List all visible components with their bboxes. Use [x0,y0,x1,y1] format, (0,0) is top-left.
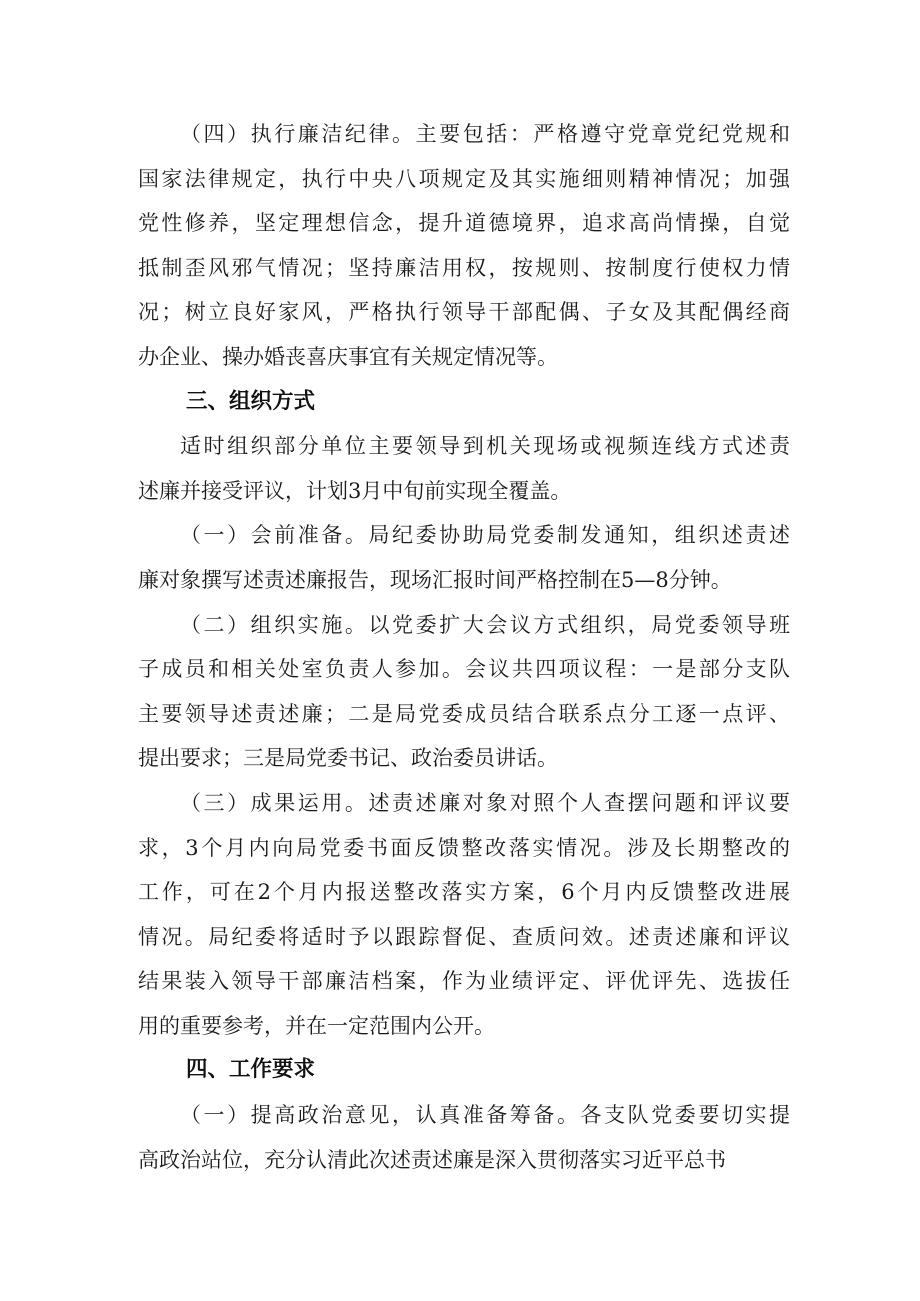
paragraph-line: 用的重要参考，并在一定范围内公开。 [138,1013,495,1038]
paragraph [138,112,790,380]
paragraph-line: 主要领导述责述廉；二是局党委成员结合联系点分工逐一点评、 [138,701,790,726]
paragraph-line: 情况。局纪委将适时予以跟踪督促、查质问效。述责述廉和评议 [138,924,790,949]
document-body [138,112,790,1182]
paragraph-line: 提出要求；三是局党委书记、政治委员讲话。 [138,746,558,771]
paragraph-line: 结果装入领导干部廉洁档案，作为业绩评定、评优评先、选拔任 [138,969,790,994]
paragraph-first-line: （四）执行廉洁纪律。主要包括：严格遵守党章党纪党规和 [180,122,790,146]
paragraph-line: 抵制歪风邪气情况；坚持廉洁用权，按规则、按制度行使权力情 [138,255,790,280]
paragraph-line: 高政治站位，充分认清此次述责述廉是深入贯彻落实习近平总书 [138,1147,726,1172]
paragraph-first-line: （三）成果运用。述责述廉对象对照个人查摆问题和评议要 [180,790,790,815]
paragraph-first-line: （一）提高政治意见，认真准备筹备。各支队党委要切实提 [180,1103,790,1128]
paragraph [138,603,790,781]
paragraph-line: 况；树立良好家风，严格执行领导干部配偶、子女及其配偶经商 [138,300,790,325]
paragraph-line: 工作，可在2个月内报送整改落实方案，6个月内反馈整改进展 [138,880,790,905]
paragraph-first-line: 适时组织部分单位主要领导到机关现场或视频连线方式述责 [180,434,790,459]
paragraph-line: 国家法律规定，执行中央八项规定及其实施细则精神情况；加强 [138,166,790,191]
paragraph-line: 述廉并接受评议，计划3月中旬前实现全覆盖。 [138,478,572,503]
paragraph-first-line: （一）会前准备。局纪委协助局党委制发通知，组织述责述 [180,523,790,548]
paragraph [138,513,790,602]
paragraph-first-line: （二）组织实施。以党委扩大会议方式组织，局党委领导班 [180,612,790,637]
paragraph [138,424,790,513]
paragraph-line: 子成员和相关处室负责人参加。会议共四项议程：一是部分支队 [138,657,790,682]
section-heading: 四、工作要求 [186,1057,316,1083]
section-heading: 三、组织方式 [186,388,316,414]
paragraph-line: 求，3个月内向局党委书面反馈整改落实情况。涉及长期整改的 [138,835,790,860]
paragraph-line: 党性修养，坚定理想信念，提升道德境界，追求高尚情操，自觉 [138,211,790,236]
paragraph-line: 办企业、操办婚丧喜庆事宜有关规定情况等。 [138,344,558,369]
paragraph [138,781,790,1049]
paragraph-line: 廉对象撰写述责述廉报告，现场汇报时间严格控制在5—8分钟。 [138,567,732,592]
paragraph [138,1093,790,1182]
